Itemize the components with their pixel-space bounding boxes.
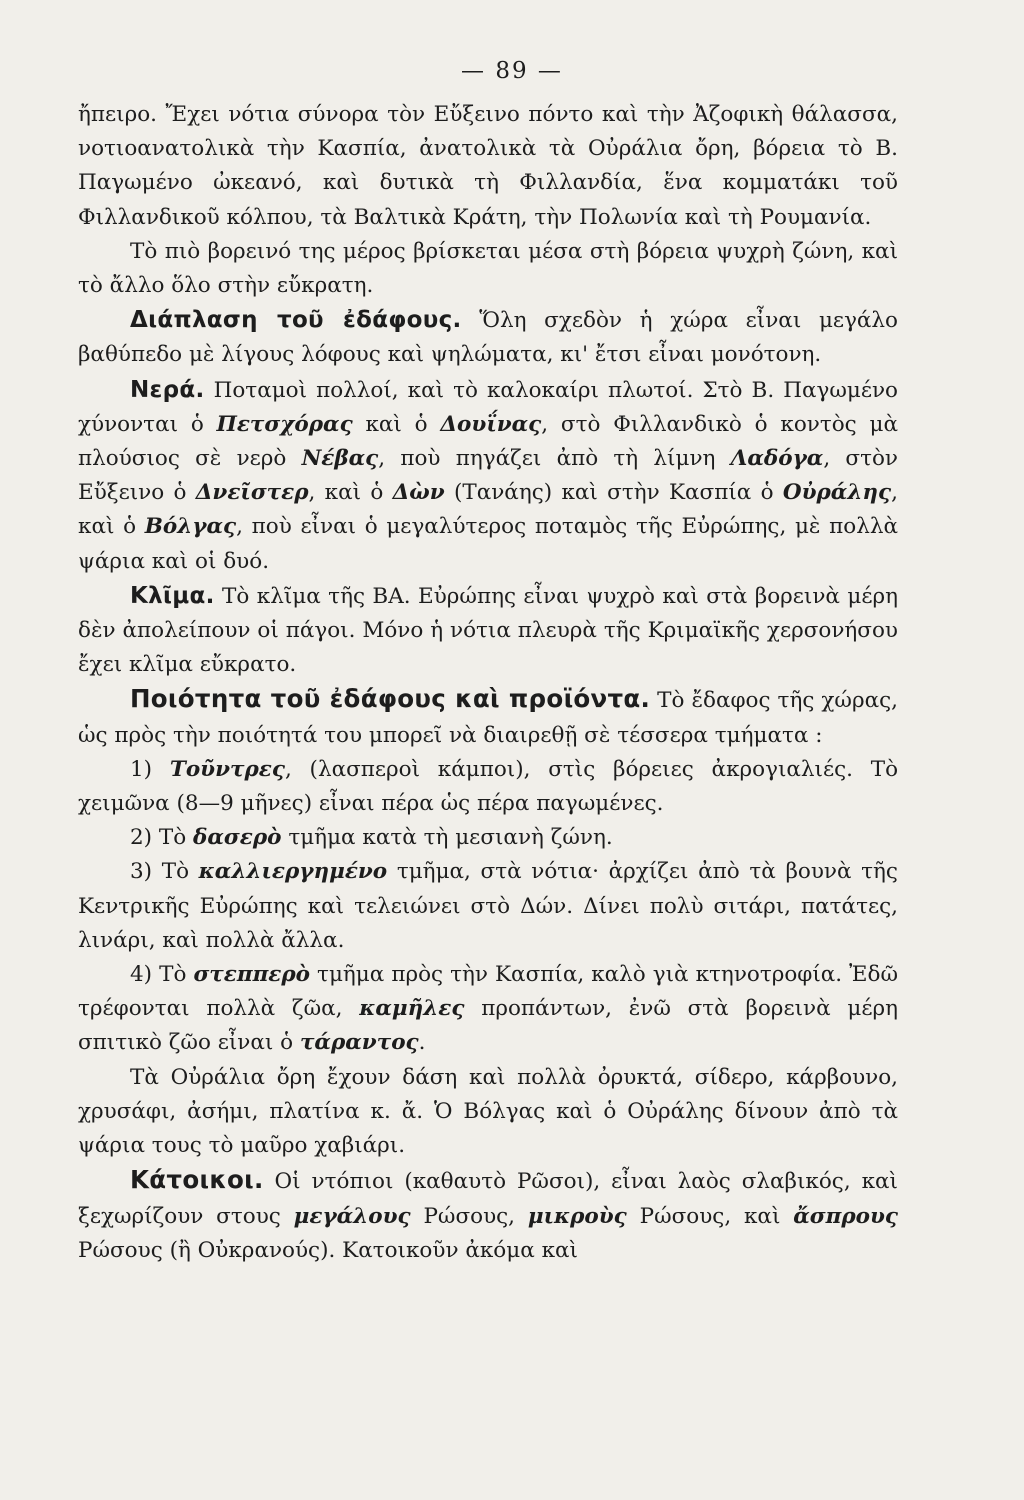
section-inhabitants: [78, 1163, 898, 1268]
paragraph-text: , (λασπεροὶ κάμποι), στὶς βόρειες ἀκρογιαλιές. Τὸ χειμῶνα (8—9 μῆνες) εἶναι πέρα ὡς πέρα παγωμένες.: [78, 756, 899, 817]
paragraph-text: Ὅλη σχεδὸν ἡ χώρα εἶναι μεγάλο βαθύπεδο μὲ λίγους λόφους καὶ ψηλώματα, κι' ἔτσι εἶναι μονότονη.: [78, 308, 899, 368]
emphasis-term: Πετσχόρας: [216, 411, 353, 437]
paragraph-continuation: [78, 98, 898, 235]
paragraph-text: Τὸ πιὸ βορεινό της μέρος βρίσκεται μέσα στὴ βόρεια ψυχρὴ ζώνη, καὶ τὸ ἄλλο ὅλο στὴν εὔκρατη.: [78, 238, 898, 299]
paragraph-text: Τὸ ἔδαφος τῆς χώρας, ὡς πρὸς τὴν ποιότητά του μπορεῖ νὰ διαιρεθῇ σὲ τέσσερα τμήματα :: [78, 688, 898, 748]
emphasis-term: Τοῦντρες: [169, 756, 285, 782]
paragraph-urals-minerals: [78, 1061, 898, 1164]
paragraph-text: καὶ ὁ: [352, 411, 441, 437]
paragraph-text: Ρώσους, καὶ: [626, 1203, 794, 1229]
emphasis-term: καμῆλες: [359, 996, 465, 1022]
section-heading: Νερά.: [130, 376, 205, 403]
emphasis-term: Λαδόγα: [730, 446, 824, 472]
paragraph-text: 3) Τὸ: [130, 859, 199, 885]
section-heading: Ποιότητα τοῦ ἐδάφους καὶ προϊόντα.: [130, 684, 651, 714]
section-heading: Κάτοικοι.: [130, 1165, 264, 1195]
paragraph-text: , ποὺ πηγάζει ἀπὸ τὴ λίμνη: [378, 446, 731, 472]
section-waters: [78, 373, 898, 579]
section-climate: [78, 579, 898, 683]
emphasis-term: Δουΐνας: [440, 411, 542, 437]
section-heading: Κλῖμα.: [130, 582, 215, 609]
emphasis-term: καλλιεργημένο: [198, 859, 388, 885]
paragraph-text: , ποὺ εἶναι ὁ μεγαλύτερος ποταμὸς τῆς Εὐρώπης, μὲ πολλὰ ψάρια καὶ οἱ δυό.: [78, 514, 898, 574]
paragraph-northern-part: [78, 235, 898, 303]
paragraph-text: Ρώσους,: [410, 1203, 528, 1229]
paragraph-text: Ποταμοὶ πολλοί, καὶ τὸ καλοκαίρι πλωτοί. Στὸ Β. Παγωμένο χύνονται ὁ: [78, 377, 898, 437]
emphasis-term: Δνεῖστερ: [195, 480, 309, 506]
paragraph-text: προπάντων, ἐνῶ στὰ βορεινὰ μέρη σπιτικὸ ζῶο εἶναι ὁ: [78, 996, 898, 1056]
paragraph-text: Τὰ Οὐράλια ὄρη ἔχουν δάση καὶ πολλὰ ὀρυκτά, σίδερο, κάρβουνο, χρυσάφι, ἀσήμι, πλατίνα κ. ἄ. Ὁ Βόλγας καὶ ὁ Οὐράλης δίνουν ἀπὸ τὰ ψάρια τους τὸ μαῦρο χαβιάρι.: [78, 1064, 898, 1159]
emphasis-term: στεππερὸ: [193, 962, 311, 988]
emphasis-term: τάραντος: [299, 1030, 419, 1056]
section-soil-products: [78, 682, 898, 752]
paragraph-text: , καὶ ὁ: [78, 480, 898, 540]
paragraph-text: (Τανάης) καὶ στὴν Κασπία ὁ: [444, 480, 783, 506]
page-number: — 89 —: [461, 58, 563, 84]
section-relief: [78, 303, 898, 372]
emphasis-term: Οὐράλης: [782, 480, 892, 506]
list-item-tundra: [78, 753, 898, 821]
emphasis-term: Νέβας: [301, 446, 379, 472]
page-body: [78, 98, 898, 1268]
emphasis-term: μεγάλους: [293, 1203, 411, 1229]
paragraph-text: τμῆμα πρὸς τὴν Κασπία, καλὸ γιὰ κτηνοτροφία. Ἐδῶ τρέφονται πολλὰ ζῶα,: [78, 962, 898, 1022]
paragraph-text: 1): [130, 756, 170, 782]
paragraph-text: 4) Τὸ: [130, 962, 194, 988]
paragraph-text: τμῆμα κατὰ τὴ μεσιανὴ ζώνη.: [281, 825, 613, 851]
list-item-cultivated: [78, 855, 898, 958]
paragraph-text: Οἱ ντόπιοι (καθαυτὸ Ρῶσοι), εἶναι λαὸς σλαβικός, καὶ ξεχωρίζουν στους: [78, 1169, 898, 1229]
emphasis-term: δασερὸ: [193, 825, 282, 851]
paragraph-text: , καὶ ὁ: [308, 480, 393, 506]
paragraph-text: Τὸ κλῖμα τῆς ΒΑ. Εὐρώπης εἶναι ψυχρὸ καὶ στὰ βορεινὰ μέρη δὲν ἀπολείπουν οἱ πάγοι. Μόνο ἡ νότια πλευρὰ τῆς Κριμαϊκῆς χερσονήσου ἔχει κλῖμα εὔκρατο.: [78, 583, 898, 678]
paragraph-text: Ρώσους (ἢ Οὐκρανούς). Κατοικοῦν ἀκόμα καὶ: [78, 1237, 578, 1263]
emphasis-term: ἄσπρους: [793, 1203, 898, 1229]
paragraph-text: ἤπειρο. Ἔχει νότια σύνορα τὸν Εὔξεινο πόντο καὶ τὴν Ἀζοφικὴ θάλασσα, νοτιοανατολικὰ τὴν Κασπία, ἀνατολικὰ τὰ Οὐράλια ὄρη, βόρεια τὸ Β. Παγωμένο ὠκεανό, καὶ δυτικὰ τὴ Φιλλανδία, ἕνα κομματάκι τοῦ Φιλλανδικοῦ κόλπου, τὰ Βαλτικὰ Κράτη, τὴν Πολωνία καὶ τὴ Ρουμανία.: [78, 102, 898, 230]
emphasis-term: μικροὺς: [527, 1203, 627, 1229]
list-item-steppe: [78, 958, 898, 1061]
section-heading: Διάπλαση τοῦ ἐδάφους.: [130, 307, 462, 334]
paragraph-text: , στὸν Εὔξεινο ὁ: [78, 446, 898, 506]
paragraph-text: τμῆμα, στὰ νότια· ἀρχίζει ἀπὸ τὰ βουνὰ τῆς Κεντρικῆς Εὐρώπης καὶ τελειώνει στὸ Δών. Δίνει πολὺ σιτάρι, πατάτες, λινάρι, καὶ πολλὰ ἄλλα.: [78, 859, 898, 953]
emphasis-term: Βόλγας: [144, 514, 237, 540]
paragraph-text: 2) Τὸ: [130, 825, 194, 851]
paragraph-text: , στὸ Φιλλανδικὸ ὁ κοντὸς μὰ πλούσιος σὲ νερὸ: [78, 411, 898, 472]
list-item-forest: [78, 821, 898, 855]
emphasis-term: Δὼν: [392, 480, 445, 506]
paragraph-text: .: [418, 1030, 426, 1056]
